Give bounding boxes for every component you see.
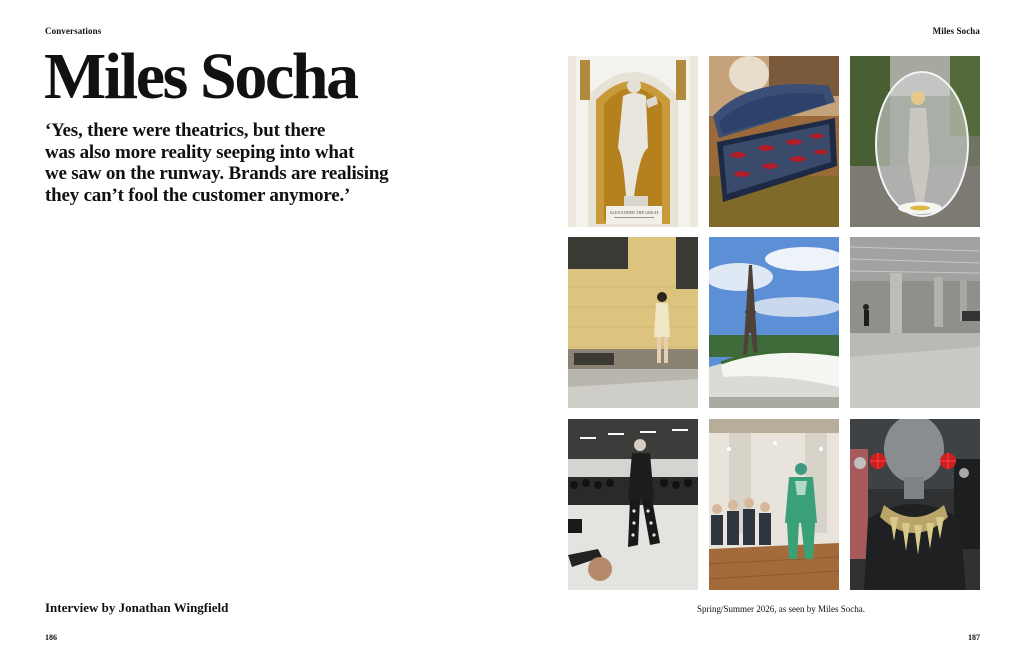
lipstick-case-image bbox=[709, 56, 839, 227]
photo-lipstick-case[interactable] bbox=[709, 56, 839, 227]
pull-quote-line: was also more reality seeping into what bbox=[45, 141, 355, 163]
mannequin-earrings-image bbox=[850, 419, 980, 590]
photo-concrete-parking[interactable] bbox=[850, 237, 980, 408]
section-label-left: Conversations bbox=[45, 26, 102, 36]
photo-caption: Spring/Summer 2026, as seen by Miles Socha. bbox=[697, 604, 865, 614]
byline: Interview by Jonathan Wingfield bbox=[45, 600, 229, 615]
photo-mannequin-earrings[interactable] bbox=[850, 419, 980, 590]
green-suit-image bbox=[709, 419, 839, 590]
yellow-wall-image bbox=[568, 237, 698, 408]
photo-eiffel-tower[interactable] bbox=[709, 237, 839, 408]
photo-egg-vitrine[interactable] bbox=[850, 56, 980, 227]
egg-vitrine-image bbox=[850, 56, 980, 227]
runway-show-image bbox=[568, 419, 698, 590]
photo-runway-show[interactable] bbox=[568, 419, 698, 590]
concrete-parking-image bbox=[850, 237, 980, 408]
pull-quote-line: we saw on the runway. Brands are realising bbox=[45, 163, 389, 184]
photo-grid bbox=[568, 56, 980, 590]
photo-green-suit[interactable] bbox=[709, 419, 839, 590]
pull-quote-line: ‘Yes, there were theatrics, but there bbox=[45, 120, 326, 141]
photo-statue-niche[interactable] bbox=[568, 56, 698, 227]
pull-quote bbox=[45, 120, 405, 206]
page-number-right: 187 bbox=[968, 633, 980, 642]
statue-image bbox=[568, 56, 698, 227]
section-label-right: Miles Socha bbox=[932, 26, 980, 36]
page-number-left: 186 bbox=[45, 633, 57, 642]
eiffel-tower-image bbox=[709, 237, 839, 408]
statue-inscription: ALEXANDER THE GREAT bbox=[609, 210, 659, 215]
article-title: Miles Socha bbox=[44, 40, 357, 113]
pull-quote-line: they can’t fool the customer anymore.’ bbox=[45, 184, 351, 206]
photo-yellow-wall[interactable] bbox=[568, 237, 698, 408]
